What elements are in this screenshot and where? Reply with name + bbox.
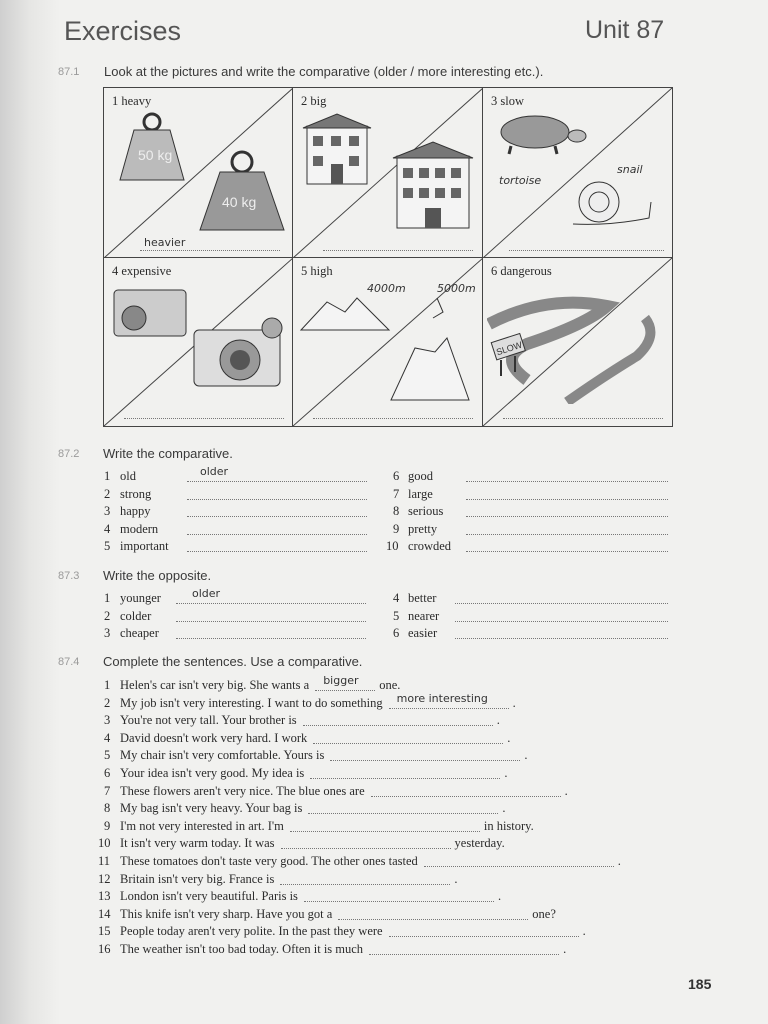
slow-sign: SLOW bbox=[494, 339, 524, 358]
answer-line bbox=[503, 418, 663, 419]
sentence-number: 14 bbox=[98, 906, 111, 921]
picture-grid bbox=[103, 87, 673, 427]
answer-line bbox=[313, 418, 473, 419]
answer-line[interactable] bbox=[466, 534, 668, 535]
sentence-number: 1 bbox=[104, 678, 111, 692]
item-word: important bbox=[120, 539, 169, 553]
cell-label: 5 high bbox=[301, 264, 333, 278]
sentence-number: 12 bbox=[98, 871, 111, 886]
answer-line[interactable] bbox=[308, 813, 498, 814]
mountain-caption-5000: 5000m bbox=[437, 282, 476, 295]
answer-line[interactable] bbox=[290, 831, 480, 832]
answer-line[interactable] bbox=[303, 725, 493, 726]
answer-line[interactable] bbox=[455, 621, 668, 622]
item-number: 8 bbox=[393, 504, 400, 518]
answer-line[interactable] bbox=[313, 743, 503, 744]
exercise-instruction: Write the opposite. bbox=[103, 568, 212, 583]
sentence-ending: . bbox=[454, 871, 458, 886]
answer-line[interactable] bbox=[187, 551, 367, 552]
item-word: younger bbox=[120, 591, 161, 605]
item-number: 5 bbox=[104, 539, 111, 553]
sentence-number: 15 bbox=[98, 924, 111, 939]
weight-caption-50: 50 kg bbox=[138, 147, 173, 163]
cell-label: 4 expensive bbox=[112, 264, 172, 278]
camera-icon bbox=[110, 284, 290, 404]
road-icon bbox=[487, 284, 669, 404]
answer-line[interactable] bbox=[281, 848, 451, 849]
answer-line[interactable] bbox=[389, 936, 579, 937]
cell-label: 6 dangerous bbox=[491, 264, 552, 278]
answer-line[interactable] bbox=[187, 516, 367, 517]
house-icon bbox=[301, 112, 481, 242]
answer-text: older bbox=[200, 465, 229, 478]
item-number: 4 bbox=[393, 591, 400, 605]
answer-line[interactable] bbox=[187, 481, 367, 482]
sentence-text: My chair isn't very comfortable. Yours is bbox=[120, 748, 325, 763]
sentence-ending: . bbox=[496, 713, 500, 728]
unit-title: Unit 87 bbox=[585, 16, 665, 44]
answer-line[interactable] bbox=[304, 901, 494, 902]
sentence-text: London isn't very beautiful. Paris is bbox=[120, 889, 298, 904]
item-word: pretty bbox=[408, 521, 438, 536]
sentence-text: The weather isn't too bad today. Often it is much bbox=[120, 942, 364, 956]
sentence-ending: . bbox=[504, 766, 508, 780]
answer-line[interactable] bbox=[315, 690, 375, 691]
item-number: 1 bbox=[104, 591, 111, 605]
picture-cell-heavy bbox=[104, 88, 293, 258]
weight-icon bbox=[112, 110, 287, 240]
item-number: 7 bbox=[393, 486, 400, 501]
answer-line[interactable] bbox=[330, 760, 520, 761]
mountain-caption-4000: 4000m bbox=[367, 282, 406, 295]
sentence-number: 7 bbox=[104, 783, 111, 798]
picture-cell-slow bbox=[483, 88, 672, 258]
picture-cell-dangerous bbox=[483, 258, 672, 426]
sentence-text: You're not very tall. Your brother is bbox=[120, 713, 297, 728]
sentence-number: 4 bbox=[104, 730, 111, 745]
answer-line[interactable] bbox=[424, 866, 614, 867]
item-number: 6 bbox=[393, 469, 400, 483]
sentence-number: 16 bbox=[98, 942, 111, 956]
item-number: 3 bbox=[104, 626, 111, 640]
item-word: serious bbox=[408, 504, 444, 518]
sentence-ending: one. bbox=[379, 678, 401, 692]
sentence-text: David doesn't work very hard. I work bbox=[120, 730, 308, 745]
sentence-text: People today aren't very polite. In the past they were bbox=[120, 924, 383, 939]
answer-line[interactable] bbox=[280, 884, 450, 885]
sentence-number: 9 bbox=[104, 818, 111, 833]
page-title: Exercises bbox=[64, 16, 182, 46]
answer-line bbox=[323, 250, 473, 251]
exercise-instruction: Complete the sentences. Use a comparative. bbox=[103, 654, 363, 669]
exercise-number: 87.4 bbox=[58, 656, 80, 668]
sentence-text: These tomatoes don't taste very good. The other ones tasted bbox=[120, 854, 418, 868]
sentence-ending: . bbox=[502, 801, 506, 816]
answer-line[interactable] bbox=[187, 534, 367, 535]
answer-line[interactable] bbox=[389, 708, 509, 709]
answer-line[interactable] bbox=[176, 621, 366, 622]
sentence-ending: . bbox=[512, 695, 516, 710]
exercise-instruction: Write the comparative. bbox=[103, 446, 233, 461]
sentence-text: Helen's car isn't very big. She wants a bbox=[120, 678, 310, 692]
answer-line bbox=[124, 418, 284, 419]
sentence-number: 13 bbox=[98, 889, 111, 904]
item-number: 2 bbox=[104, 486, 111, 501]
sentence-text: My job isn't very interesting. I want to do something bbox=[120, 695, 383, 710]
answer-line bbox=[140, 250, 280, 251]
item-word: old bbox=[120, 469, 136, 483]
item-word: colder bbox=[120, 608, 152, 623]
sentence-ending: one? bbox=[532, 906, 556, 921]
sentence-number: 6 bbox=[104, 766, 111, 780]
snail-caption: snail bbox=[617, 163, 643, 176]
mountain-icon bbox=[297, 288, 481, 404]
sentence-ending: in history. bbox=[483, 818, 534, 833]
exercise-number: 87.3 bbox=[58, 570, 80, 582]
sentence-number: 11 bbox=[98, 854, 111, 868]
sentence-number: 8 bbox=[104, 801, 111, 816]
answer-text: more interesting bbox=[396, 691, 488, 705]
picture-cell-expensive bbox=[104, 258, 293, 426]
exercise-number: 87.2 bbox=[58, 448, 80, 460]
exercise-instruction: Look at the pictures and write the comparative (older / more interesting etc.). bbox=[104, 64, 544, 79]
answer-line[interactable] bbox=[466, 499, 668, 500]
answer-line[interactable] bbox=[176, 638, 366, 639]
cell-label: 1 heavy bbox=[112, 94, 152, 108]
item-word: better bbox=[408, 591, 437, 605]
item-word: strong bbox=[120, 486, 152, 501]
answer-line[interactable] bbox=[466, 551, 668, 552]
weight-caption-40: 40 kg bbox=[222, 194, 257, 210]
sentence-number: 10 bbox=[98, 836, 111, 851]
sentence-ending: . bbox=[582, 924, 586, 939]
item-word: easier bbox=[408, 626, 438, 640]
sentence-text: It isn't very warm today. It was bbox=[120, 836, 275, 851]
sentence-text: Britain isn't very big. France is bbox=[120, 871, 275, 886]
answer-text: heavier bbox=[144, 236, 186, 249]
answer-line[interactable] bbox=[310, 778, 500, 779]
sentence-number: 2 bbox=[104, 695, 111, 710]
sentence-ending: . bbox=[564, 783, 568, 798]
answer-text: bigger bbox=[323, 674, 359, 687]
tortoise-caption: tortoise bbox=[499, 174, 542, 187]
cell-label: 2 big bbox=[301, 94, 327, 108]
item-number: 6 bbox=[393, 626, 400, 640]
answer-line[interactable] bbox=[338, 919, 528, 920]
sentence-text: Your idea isn't very good. My idea is bbox=[120, 766, 305, 780]
item-word: cheaper bbox=[120, 626, 159, 640]
item-number: 2 bbox=[104, 608, 111, 623]
item-number: 9 bbox=[393, 521, 400, 536]
sentence-text: My bag isn't very heavy. Your bag is bbox=[120, 801, 303, 816]
answer-line[interactable] bbox=[455, 638, 668, 639]
cell-label: 3 slow bbox=[491, 94, 524, 108]
item-number: 5 bbox=[393, 608, 400, 623]
item-word: happy bbox=[120, 504, 151, 518]
item-word: large bbox=[408, 486, 433, 501]
sentence-ending: . bbox=[497, 889, 502, 904]
sentence-ending: yesterday. bbox=[454, 836, 505, 851]
answer-line bbox=[509, 250, 664, 251]
exercise-number: 87.1 bbox=[58, 66, 80, 78]
item-word: crowded bbox=[408, 539, 452, 553]
answer-line[interactable] bbox=[187, 499, 367, 500]
picture-cell-high bbox=[293, 258, 483, 426]
answer-line[interactable] bbox=[371, 796, 561, 797]
sentence-number: 3 bbox=[104, 713, 111, 728]
item-number: 3 bbox=[104, 504, 111, 518]
answer-line[interactable] bbox=[369, 954, 559, 955]
sentence-ending: . bbox=[563, 942, 567, 956]
item-number: 1 bbox=[104, 469, 111, 483]
sentence-text: This knife isn't very sharp. Have you got a bbox=[120, 906, 333, 921]
sentence-ending: . bbox=[507, 730, 511, 745]
item-number: 10 bbox=[386, 539, 399, 553]
answer-line[interactable] bbox=[466, 481, 668, 482]
sentence-text: These flowers aren't very nice. The blue ones are bbox=[120, 783, 365, 798]
sentence-ending: . bbox=[524, 748, 528, 763]
item-word: good bbox=[408, 469, 433, 483]
item-word: nearer bbox=[408, 608, 440, 623]
answer-line[interactable] bbox=[176, 603, 366, 604]
page-number: 185 bbox=[688, 976, 712, 992]
answer-line[interactable] bbox=[466, 516, 668, 517]
answer-line[interactable] bbox=[455, 603, 668, 604]
sentence-ending: . bbox=[617, 854, 621, 868]
sentence-number: 5 bbox=[104, 748, 111, 763]
answer-text: older bbox=[192, 587, 221, 600]
sentence-text: I'm not very interested in art. I'm bbox=[120, 818, 284, 833]
picture-cell-big bbox=[293, 88, 483, 258]
item-number: 4 bbox=[104, 521, 111, 536]
item-word: modern bbox=[120, 521, 159, 536]
